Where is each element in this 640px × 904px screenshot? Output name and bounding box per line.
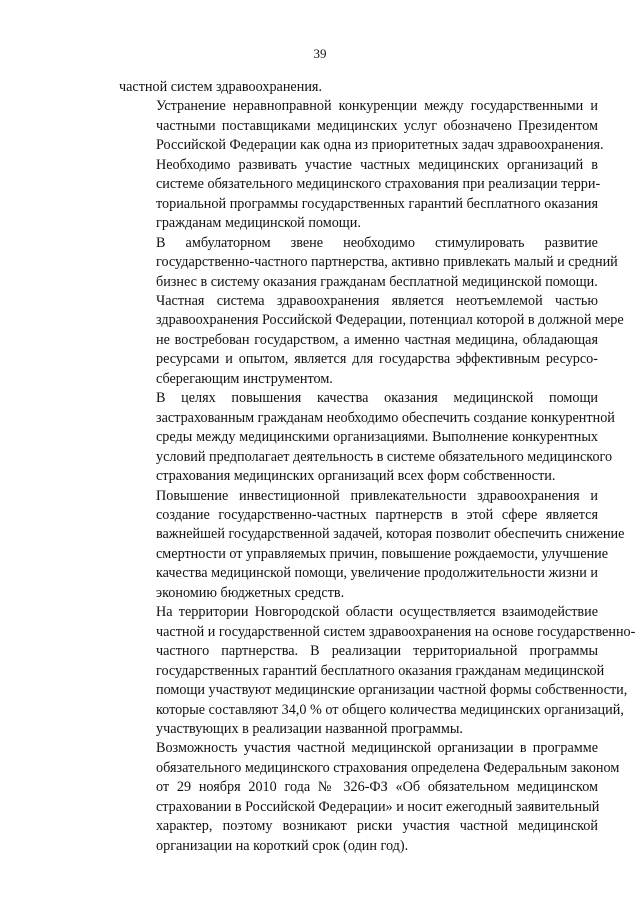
paragraph [119, 487, 625, 604]
text-line: Необходимо развивать участие частных медицинских организаций в [156, 156, 598, 173]
document-body [119, 78, 636, 856]
text-line: страхования медицинских организаций всех форм собственности. [156, 468, 556, 485]
text-line: На территории Новгородской области осуществляется взаимодействие [156, 604, 598, 621]
text-line: обязательного медицинского страхования определена Федеральным законом [156, 759, 620, 776]
text-line: создание государственно-частных партнерств в этой сфере является [156, 506, 598, 523]
text-line: ториальной программы государственных гарантий бесплатного оказания [156, 195, 598, 212]
text-line: важнейшей государственной задачей, которая позволит обеспечить снижение [156, 526, 625, 543]
text-line: В амбулаторном звене необходимо стимулировать развитие [156, 234, 598, 251]
paragraph [119, 156, 601, 234]
text-line: экономию бюджетных средств. [156, 584, 345, 601]
text-line: частного партнерства. В реализации территориальной программы [156, 643, 598, 660]
text-line: В целях повышения качества оказания медицинской помощи [156, 390, 598, 407]
text-line: Устранение неравноправной конкуренции между государственными и [156, 98, 598, 115]
text-line: характер, поэтому возникают риски участия частной медицинской [156, 818, 598, 835]
text-line: условий предполагает деятельность в системе обязательного медицинского [156, 448, 613, 465]
paragraph [119, 78, 598, 97]
text-line: Российской Федерации как одна из приоритетных задач здравоохранения. [156, 137, 604, 154]
text-line: частной систем здравоохранения. [119, 79, 322, 95]
text-line: не востребован государством, а именно частная медицина, обладающая [156, 331, 598, 348]
text-line: смертности от управляемых причин, повышение рождаемости, улучшение [156, 545, 609, 562]
paragraph [119, 739, 620, 856]
paragraph [119, 292, 624, 389]
text-line: качества медицинской помощи, увеличение продолжительности жизни и [156, 565, 598, 582]
text-line: среды между медицинскими организациями. Выполнение конкурентных [156, 429, 598, 446]
text-line: государственно-частного партнерства, активно привлекать малый и средний [156, 254, 618, 271]
text-line: участвующих в реализации названной программы. [156, 720, 463, 737]
text-line: Возможность участия частной медицинской организации в программе [156, 740, 598, 757]
text-line: помощи участвуют медицинские организации частной формы собственности, [156, 682, 628, 699]
text-line: системе обязательного медицинского страхования при реализации терри- [156, 176, 601, 193]
text-line: Повышение инвестиционной привлекательности здравоохранения и [156, 487, 598, 504]
page-number: 39 [313, 46, 327, 61]
text-line: гражданам медицинской помощи. [156, 215, 361, 232]
text-line: здравоохранения Российской Федерации, потенциал которой в должной мере [156, 312, 624, 329]
text-line: Частная система здравоохранения является неотъемлемой частью [156, 292, 598, 309]
text-line: ресурсами и опытом, является для государства эффективным ресурсо- [156, 351, 598, 368]
text-line: государственных гарантий бесплатного оказания гражданам медицинской [156, 662, 605, 679]
text-line: от 29 ноября 2010 года № 326-ФЗ «Об обязательном медицинском [156, 779, 598, 796]
text-line: застрахованным гражданам необходимо обеспечить создание конкурентной [156, 409, 615, 426]
text-line: организации на короткий срок (один год). [156, 837, 409, 854]
text-line: бизнес в систему оказания гражданам бесплатной медицинской помощи. [156, 273, 598, 290]
text-line: которые составляют 34,0 % от общего количества медицинских организаций, [156, 701, 624, 718]
paragraph [119, 234, 618, 292]
text-line: частной и государственной систем здравоохранения на основе государственно- [156, 623, 636, 640]
paragraph [119, 97, 604, 155]
paragraph [119, 603, 636, 739]
text-line: сберегающим инструментом. [156, 370, 333, 387]
text-line: частными поставщиками медицинских услуг обозначено Президентом [156, 117, 598, 134]
paragraph [119, 389, 615, 486]
text-line: страховании в Российской Федерации» и носит ежегодный заявительный [156, 798, 600, 815]
